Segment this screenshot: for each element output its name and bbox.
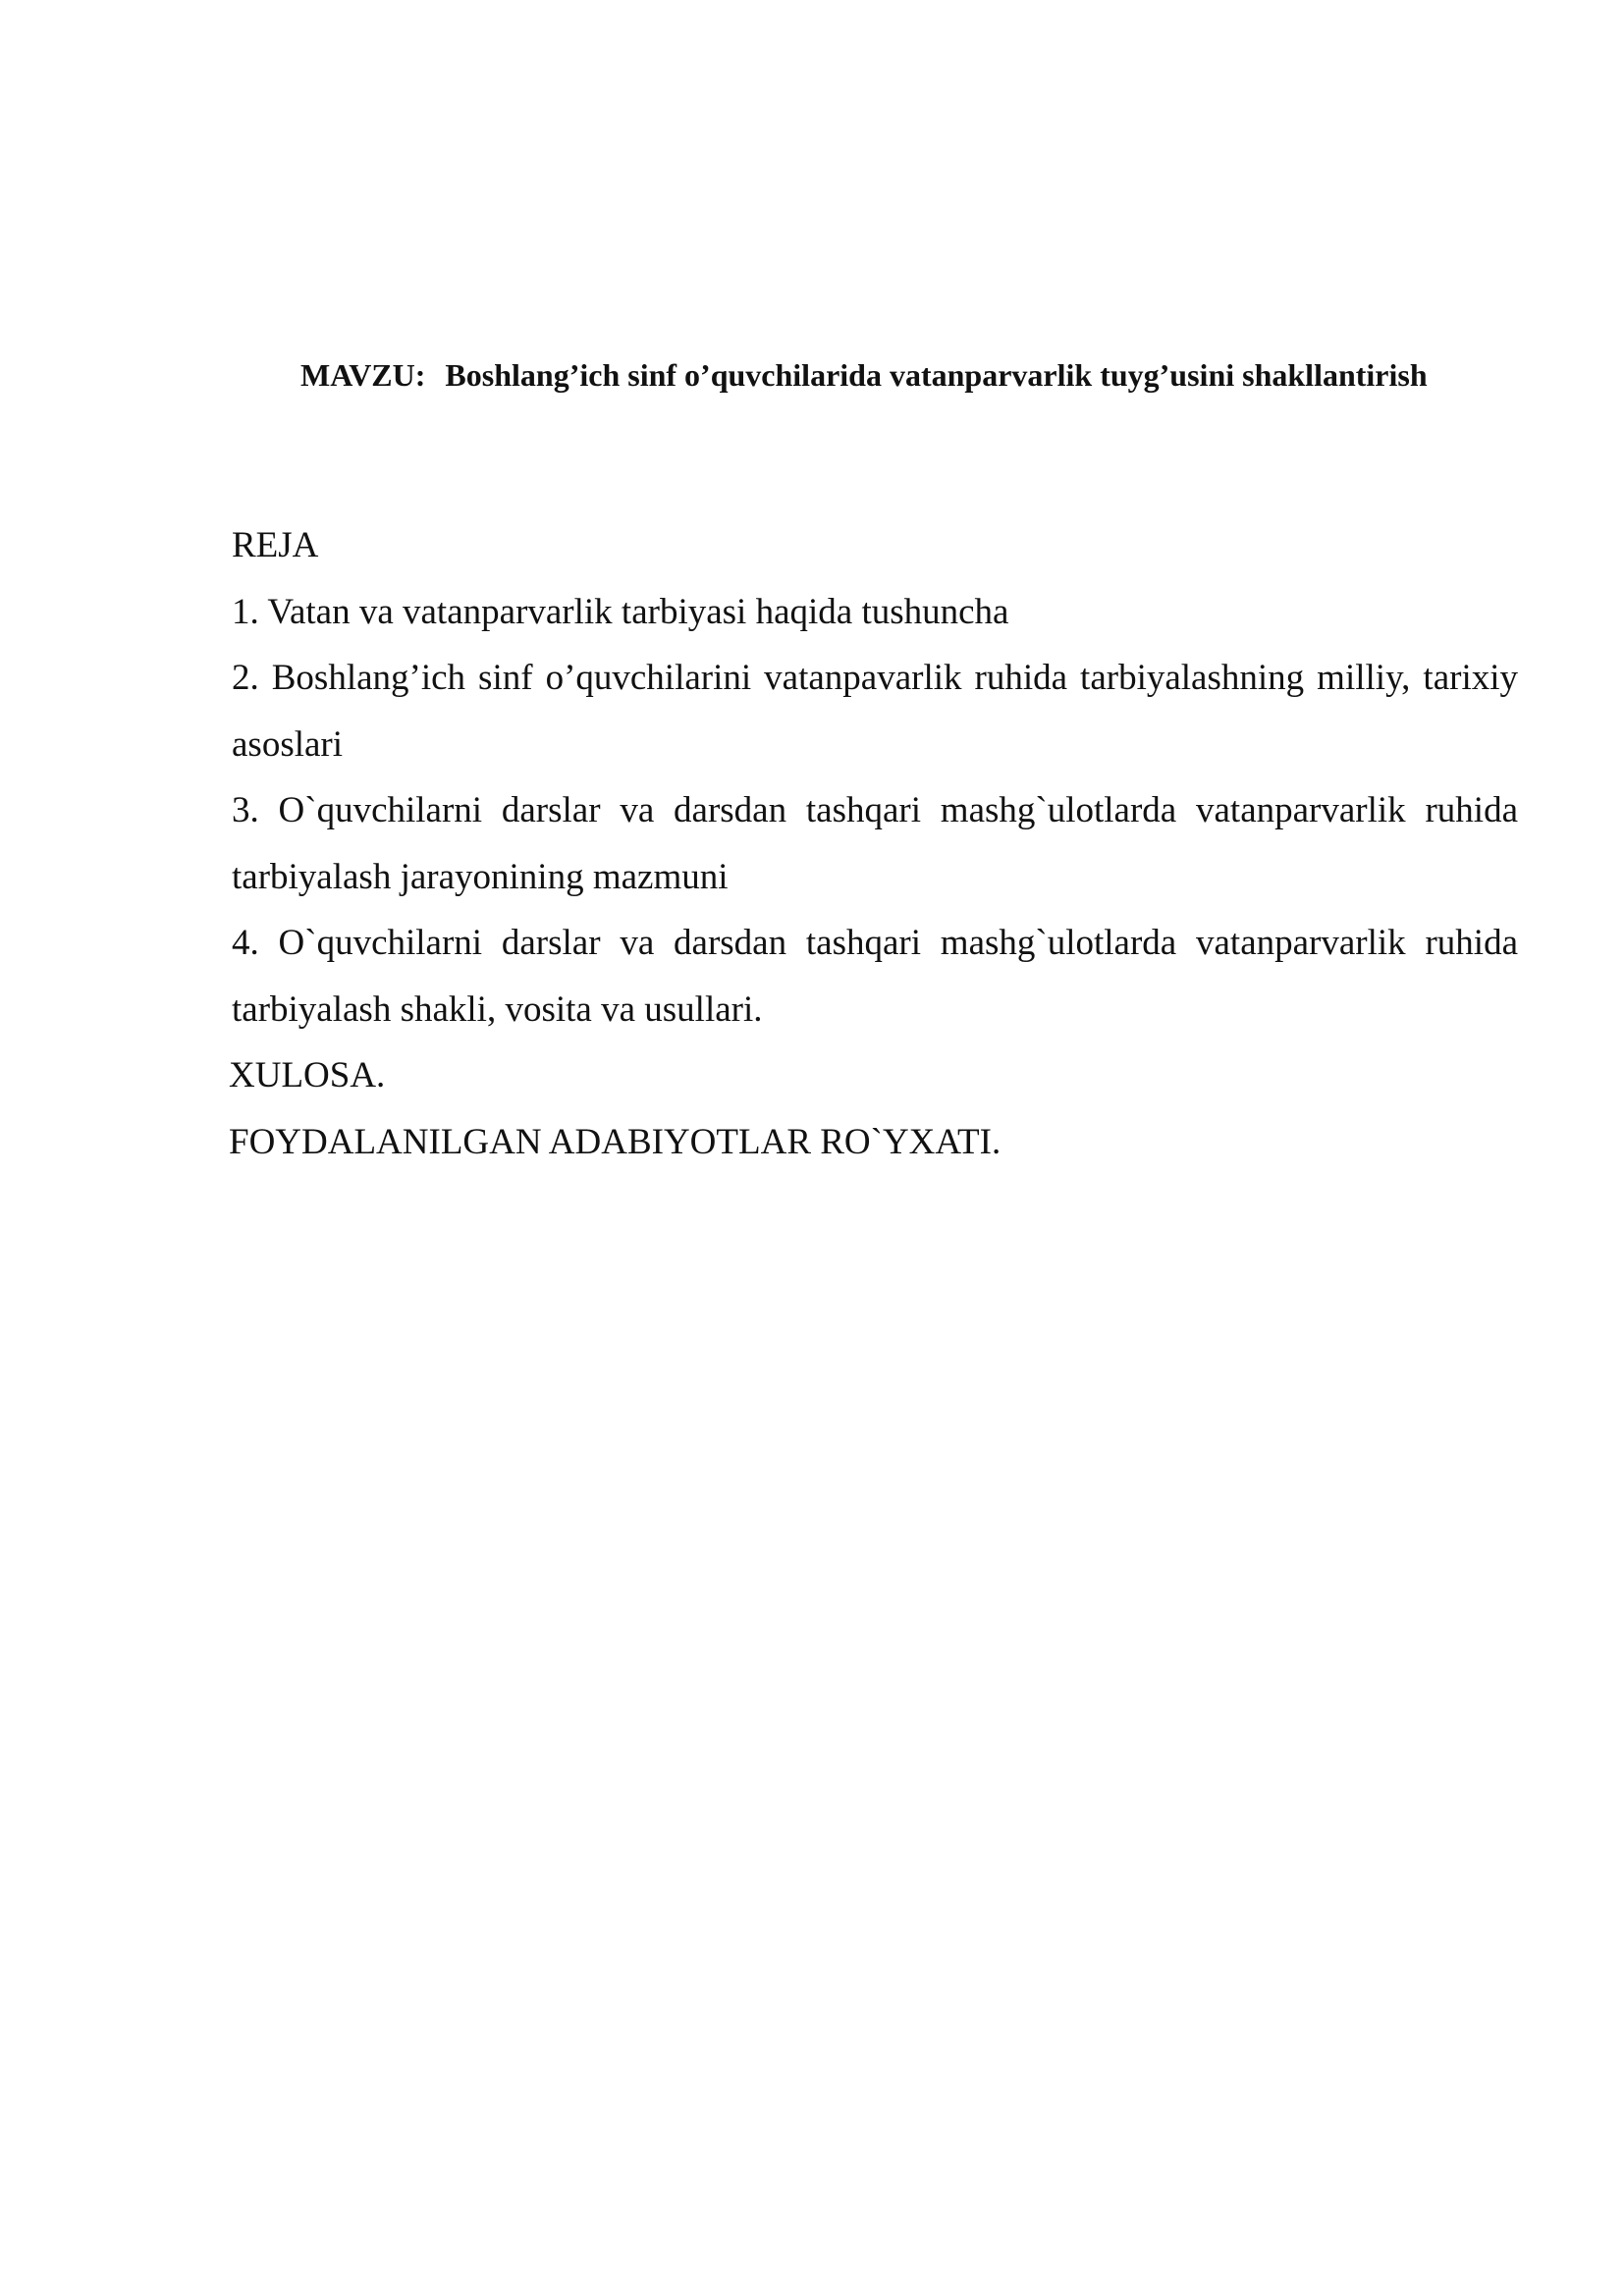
plan-item-1: 1. Vatan va vatanparvarlik tarbiyasi haqida tushuncha xyxy=(232,591,1009,632)
plan-section xyxy=(229,512,1518,1175)
conclusion-heading: XULOSA. xyxy=(229,1055,386,1095)
topic-text: Boshlang’ich sinf o’quvchilarida vatanparvarlik tuyg’usini shakllantirish xyxy=(445,357,1428,393)
plan-item-4: 4. O`quvchilarni darslar va darsdan tashqari mashg`ulotlarda vatanparvarlik ruhida tarbiyalash shakli, vosita va usullari. xyxy=(232,923,1518,1030)
document-title xyxy=(300,357,1428,394)
references-heading: FOYDALANILGAN ADABIYOTLAR RO`YXATI. xyxy=(229,1121,1001,1162)
topic-label: MAVZU: xyxy=(300,357,426,393)
plan-heading: REJA xyxy=(232,525,319,565)
plan-item-3: 3. O`quvchilarni darslar va darsdan tashqari mashg`ulotlarda vatanparvarlik ruhida tarbiyalash jarayonining mazmuni xyxy=(232,790,1518,897)
plan-item-2: 2. Boshlang’ich sinf o’quvchilarini vatanpavarlik ruhida tarbiyalashning milliy, tarixiy asoslari xyxy=(232,658,1518,765)
